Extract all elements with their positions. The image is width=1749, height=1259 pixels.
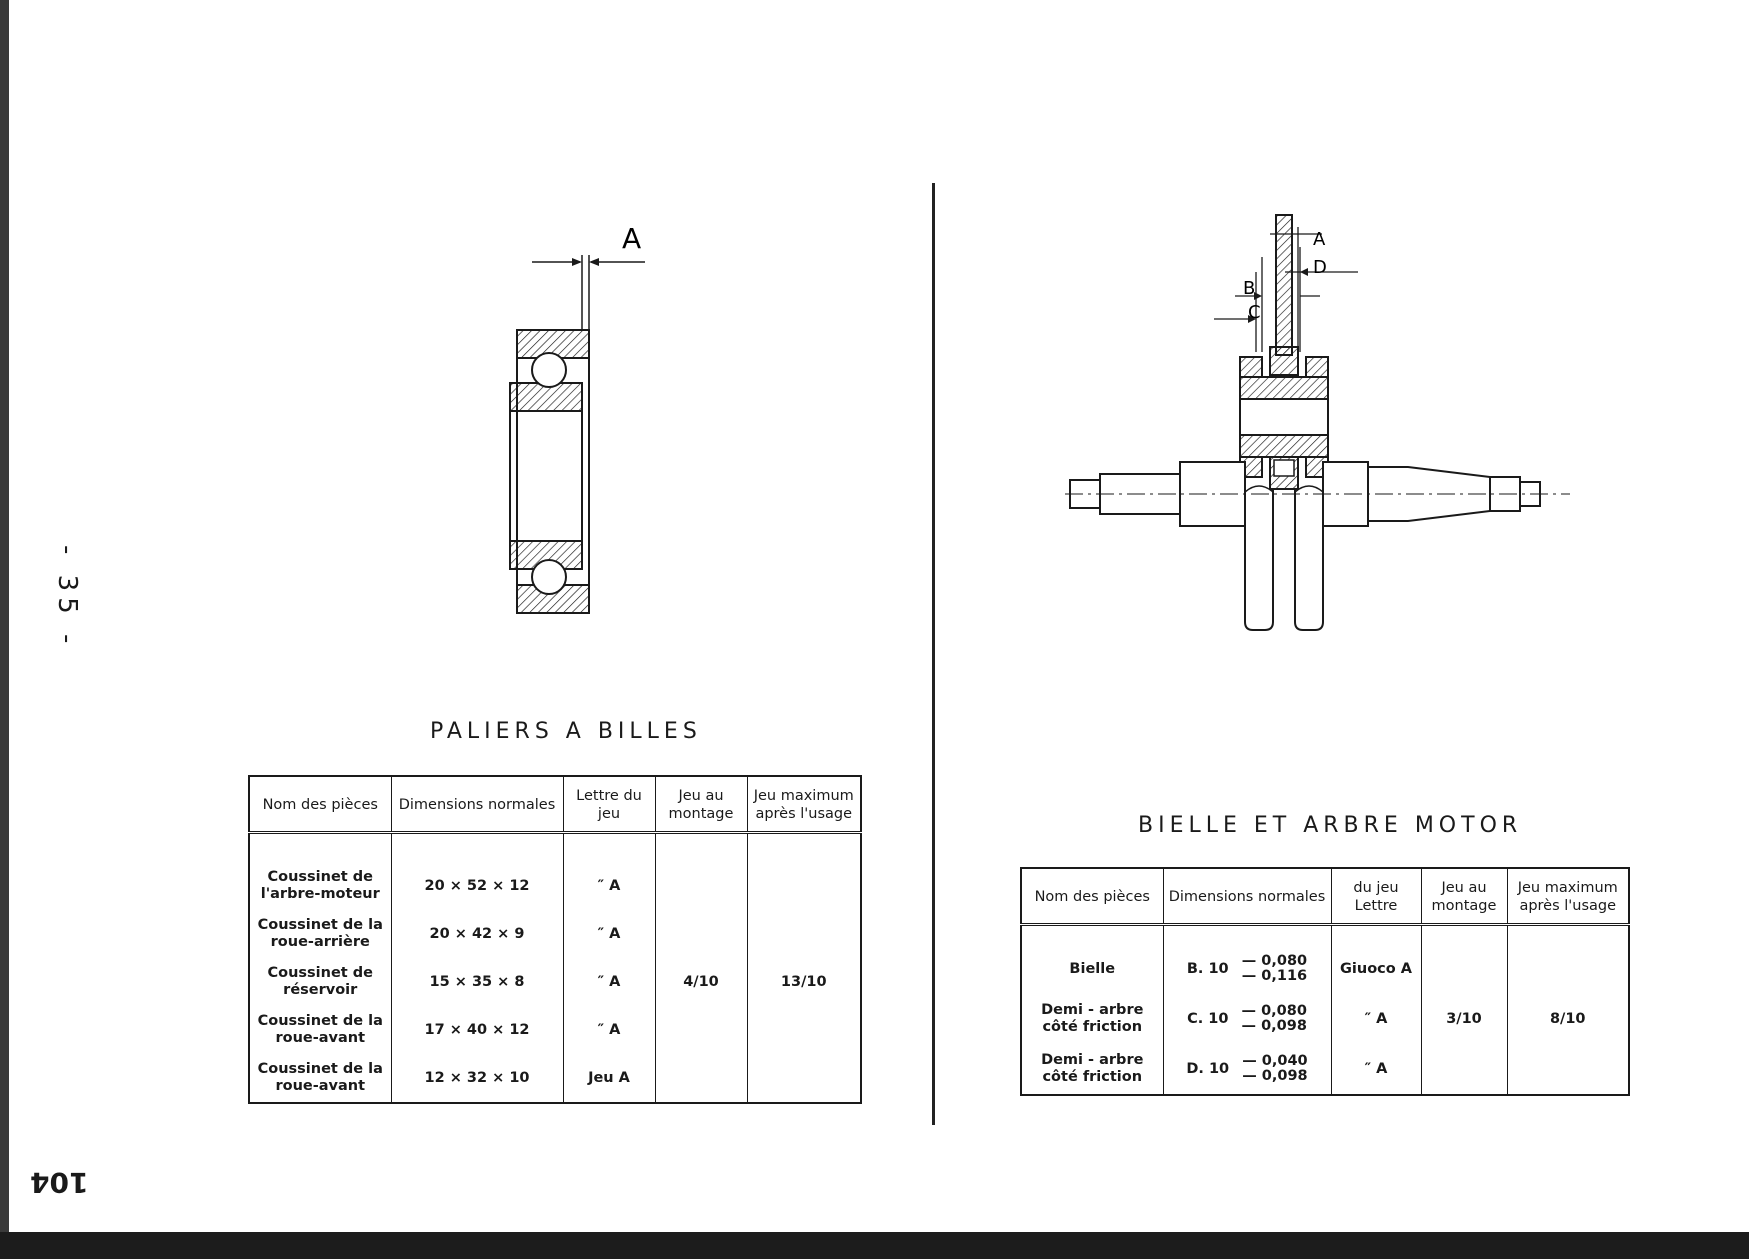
side-page-number: - 35 - bbox=[52, 545, 82, 650]
table-row bbox=[1021, 925, 1629, 995]
dimension-base: C. 10 bbox=[1187, 1011, 1229, 1028]
tolerance-upper: — 0,080 bbox=[1241, 1003, 1307, 1020]
tolerance bbox=[1242, 1004, 1307, 1034]
scan-left-edge bbox=[0, 0, 9, 1232]
part-name: Coussinet de l'arbre-moteur bbox=[260, 868, 380, 903]
part-name: Demi - arbre côté friction bbox=[1041, 1051, 1144, 1086]
diagram-label-c: C bbox=[1248, 302, 1261, 323]
col-header-montage: Jeu au montage bbox=[1421, 868, 1507, 925]
dimension-base: B. 10 bbox=[1186, 961, 1229, 978]
montage-value: 4/10 bbox=[655, 833, 747, 1104]
part-dimensions: 17 × 40 × 12 bbox=[391, 1006, 563, 1054]
col-header-name: Nom des pièces bbox=[1021, 868, 1163, 925]
part-letter: ″ A bbox=[563, 958, 655, 1006]
part-dimensions bbox=[1163, 925, 1331, 995]
part-name: Coussinet de réservoir bbox=[267, 964, 373, 999]
part-letter: Jeu A bbox=[563, 1054, 655, 1103]
tolerance bbox=[1242, 954, 1307, 984]
part-letter: Giuoco A bbox=[1331, 925, 1421, 995]
col-header-letter: Lettre du jeu bbox=[563, 776, 655, 833]
tolerance-lower: — 0,098 bbox=[1241, 1018, 1307, 1035]
col-header-dimensions: Dimensions normales bbox=[391, 776, 563, 833]
ball-bearing-diagram bbox=[460, 215, 700, 620]
part-letter: ″ A bbox=[1331, 994, 1421, 1044]
part-name: Coussinet de la roue-arrière bbox=[257, 916, 383, 951]
tolerance-lower: — 0,098 bbox=[1242, 1068, 1308, 1085]
part-letter: ″ A bbox=[1331, 1044, 1421, 1095]
col-header-name: Nom des pièces bbox=[249, 776, 391, 833]
col-header-montage: Jeu au montage bbox=[655, 776, 747, 833]
part-name: Coussinet de la roue-avant bbox=[257, 1012, 383, 1047]
part-name: Bielle bbox=[1069, 960, 1116, 977]
ball-bearing-table bbox=[248, 775, 862, 1104]
diagram-label-a: A bbox=[1313, 229, 1326, 250]
tolerance-upper: — 0,040 bbox=[1242, 1053, 1308, 1070]
part-name: Demi - arbre côté friction bbox=[1041, 1001, 1144, 1036]
diagram-label-b: B bbox=[1243, 278, 1256, 299]
table-row bbox=[249, 833, 861, 911]
left-section-title: PALIERS A BILLES bbox=[430, 719, 702, 744]
part-dimensions: 12 × 32 × 10 bbox=[391, 1054, 563, 1103]
diagram-label-a: A bbox=[622, 222, 642, 255]
crankshaft-table bbox=[1020, 867, 1630, 1096]
page-divider bbox=[932, 183, 935, 1125]
part-letter: ″ A bbox=[563, 910, 655, 958]
maximum-value: 8/10 bbox=[1507, 925, 1629, 1096]
tolerance-lower: — 0,116 bbox=[1241, 968, 1308, 985]
part-dimensions: 15 × 35 × 8 bbox=[391, 958, 563, 1006]
col-header-maximum: Jeu maximum après l'usage bbox=[1507, 868, 1629, 925]
right-section-title: BIELLE ET ARBRE MOTOR bbox=[1138, 813, 1523, 838]
crankshaft-diagram bbox=[1060, 212, 1580, 632]
part-dimensions bbox=[1163, 1044, 1331, 1095]
diagram-label-d: D bbox=[1313, 257, 1327, 278]
dimension-base: D. 10 bbox=[1186, 1061, 1230, 1078]
scan-bottom-bar bbox=[0, 1232, 1749, 1259]
part-dimensions bbox=[1163, 994, 1331, 1044]
bottom-page-number: 104 bbox=[30, 1166, 89, 1199]
part-name: Coussinet de la roue-avant bbox=[257, 1060, 383, 1095]
col-header-maximum: Jeu maximum après l'usage bbox=[747, 776, 861, 833]
col-header-dimensions: Dimensions normales bbox=[1163, 868, 1331, 925]
tolerance bbox=[1242, 1054, 1307, 1084]
col-header-letter: du jeu Lettre bbox=[1331, 868, 1421, 925]
montage-value: 3/10 bbox=[1421, 925, 1507, 1096]
part-letter: ″ A bbox=[563, 1006, 655, 1054]
part-dimensions: 20 × 42 × 9 bbox=[391, 910, 563, 958]
tolerance-upper: — 0,080 bbox=[1241, 953, 1308, 970]
part-dimensions: 20 × 52 × 12 bbox=[391, 833, 563, 911]
part-letter: ″ A bbox=[563, 833, 655, 911]
maximum-value: 13/10 bbox=[747, 833, 861, 1104]
